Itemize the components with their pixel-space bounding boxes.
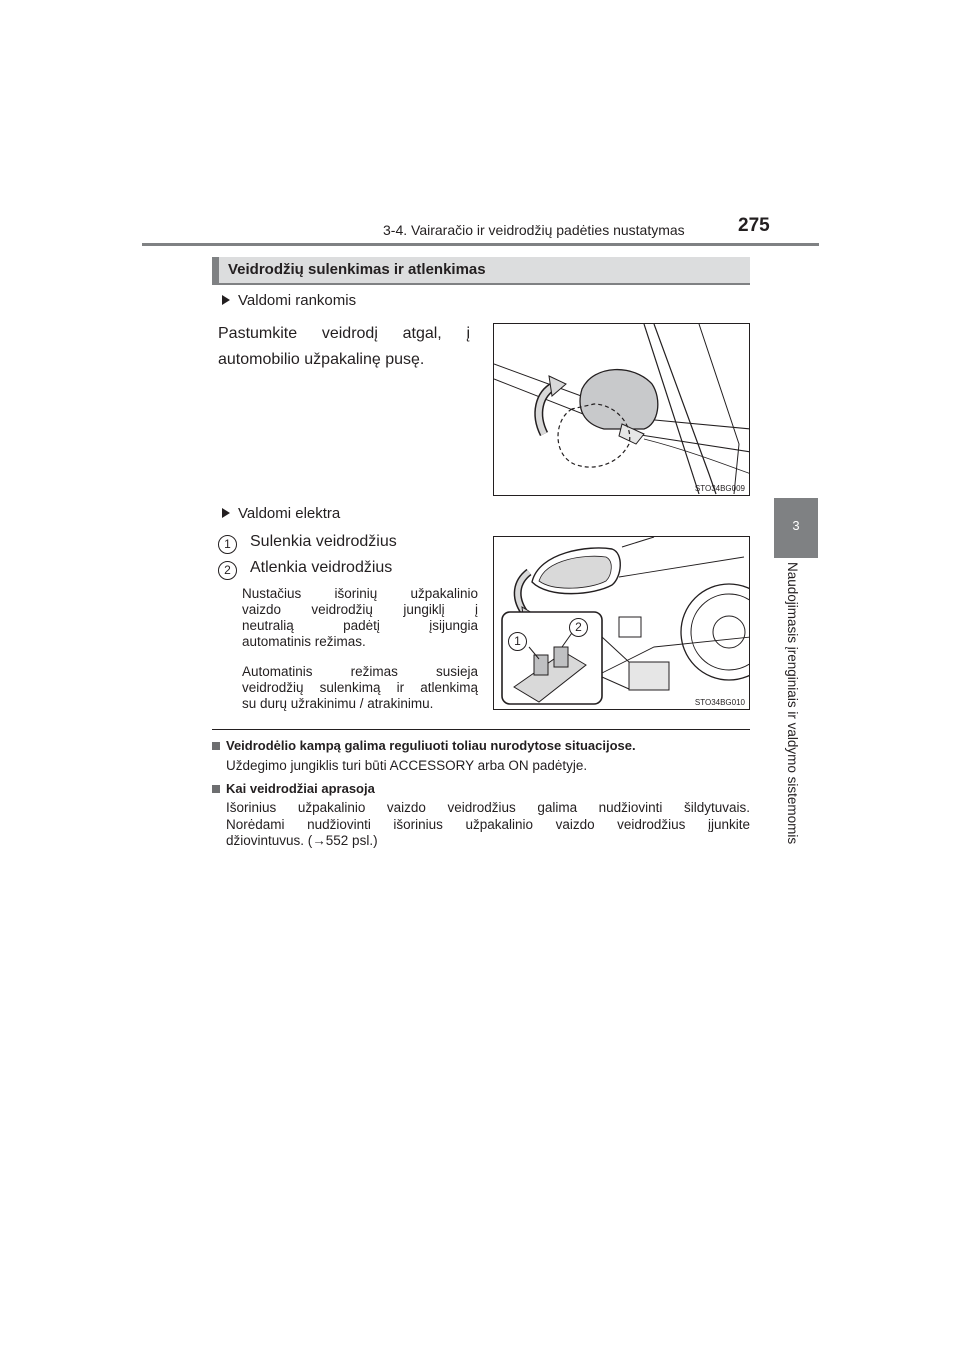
callout-number: 2 [218,561,237,580]
manual-instruction-line1: Pastumkite veidrodį atgal, į [218,325,470,342]
note-line: vaizdo veidrodžių jungiklį į [242,602,478,617]
header-rule [142,243,819,246]
triangle-bullet-icon [222,508,230,518]
section-heading-marker [212,257,219,283]
manual-heading-text: Valdomi rankomis [238,292,357,309]
figure-electric-mirror [493,536,750,710]
square-bullet-icon [212,785,220,793]
callout-number: 2 [569,618,588,637]
square-bullet-icon [212,742,220,750]
chapter-side-title: Naudojimasis įrenginiais ir valdymo sistemomis [785,562,800,845]
note-body-line: džiovintuvus. (→552 psl.) [226,833,378,848]
note-title-text: Kai veidrodžiai aprasoja [226,781,375,796]
note-line: neutralią padėtį įsijungia [242,618,478,633]
note-body-line: Išorinius užpakalinio vaizdo veidrodžius galima nudžiovinti šildytuvais. [226,800,750,815]
note-1-title [212,738,636,753]
figure-manual-mirror [493,323,750,496]
electric-item-1 [218,533,478,555]
manual-heading [222,292,356,309]
triangle-bullet-icon [222,295,230,305]
section-heading-text: Veidrodžių sulenkimas ir atlenkimas [228,261,486,278]
manual-instruction-line2: automobilio užpakalinę pusę. [218,351,425,368]
callout-number: 1 [508,632,527,651]
callout-number: 1 [218,535,237,554]
note-line: Nustačius išorinių užpakalinio [242,586,478,601]
mirror-fold-illustration [494,324,750,496]
note-line: veidrodžių sulenkimą ir atlenkimą [242,680,478,695]
page-number: 275 [738,215,770,236]
note-2-body [226,800,750,850]
note-line: Automatinis režimas susieja [242,664,478,679]
figure-code: STO34BG010 [694,698,745,707]
note-2-title [212,781,375,796]
note-line: su durų užrakinimu / atrakinimu. [242,696,434,711]
note-line: automatinis režimas. [242,634,366,649]
header-section-title: 3-4. Vairaračio ir veidrodžių padėties nustatymas [383,222,685,238]
electric-item-label: Atlenkia veidrodžius [250,559,393,576]
mirror-switch-illustration [494,537,750,710]
section-heading [212,257,750,285]
note-body-line: Norėdami nudžiovinti išorinius užpakalinio vaizdo veidrodžius įjunkite [226,816,750,832]
note-title-text: Veidrodėlio kampą galima reguliuoti toliau nurodytose situacijose. [226,738,636,753]
electric-item-label: Sulenkia veidrodžius [250,533,397,550]
chapter-tab: 3 [774,498,818,558]
callout-2 [569,618,588,637]
electric-note-1 [242,586,478,650]
note-1-body [226,758,750,775]
section-divider [212,729,750,730]
note-body-line: Uždegimo jungiklis turi būti ACCESSORY arba ON padėtyje. [226,758,588,773]
manual-instruction [218,321,470,373]
callout-1 [508,632,527,651]
electric-heading [222,505,340,522]
electric-heading-text: Valdomi elektra [238,505,341,522]
figure-code: STO34BG009 [694,484,745,493]
electric-note-2 [242,664,478,712]
electric-item-2 [218,559,478,581]
